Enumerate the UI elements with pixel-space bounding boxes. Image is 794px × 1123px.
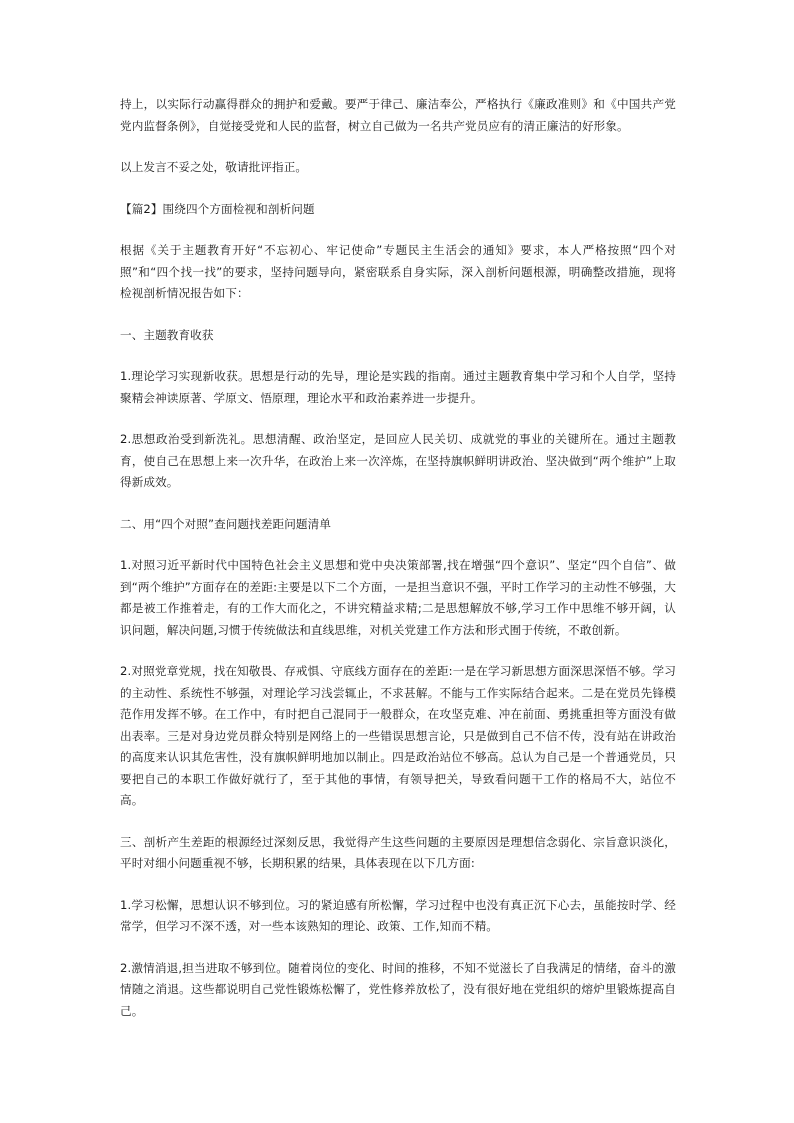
heading-part-two: 二、用“四个对照”查问题找差距问题清单 — [120, 516, 332, 531]
paragraph-item: 2.思想政治受到新洗礼。思想清醒、政治坚定，是回应人民关切、成就党的事业的关键所在。通过主题教育，使自己在思想上来一次升华，在政治上来一次淬炼，在坚持旗帜鲜明讲政治、坚决做到“两个维护”上取得新成效。 — [120, 432, 676, 489]
paragraph-intro: 根据《关于主题教育开好“不忘初心、牢记使命”专题民主生活会的通知》要求，本人严格按照“四个对照”和“四个找一找”的要求，坚持问题导向，紧密联系自身实际，深入剖析问题根源，明确整改措施，现将检视剖析情况报告如下： — [120, 243, 676, 300]
paragraph-item: 1.对照习近平新时代中国特色社会主义思想和党中央决策部署,找在增强“四个意识”、坚定“四个自信”、做到“两个维护”方面存在的差距:主要是以下二个方面，一是担当意识不强，平时工作学习的主动性不够强，大都是被工作推着走，有的工作大而化之，不讲究精益求精;二是思想解放不够,学习工作中思维不够开阔，认识问题，解决问题,习惯于传统做法和直线思维，对机关党建工作方法和形式囿于传统，不敢创新。 — [120, 558, 676, 637]
paragraph-item: 2.对照党章党规，找在知敬畏、存戒惧、守底线方面存在的差距:一是在学习新思想方面深思深悟不够。学习的主动性、系统性不够强，对理论学习浅尝辄止，不求甚解。不能与工作实际结合起来。二是在党员先锋模范作用发挥不够。在工作中，有时把自己混同于一般群众，在攻坚克难、冲在前面、勇挑重担等方面没有做出表率。三是对身边党员群众特别是网络上的一些错误思想言论，只是做到自己不信不传，没有站在讲政治的高度来认识其危害性，没有旗帜鲜明地加以制止。四是政治站位不够高。总认为自己是一个普通党员，只要把自己的本职工作做好就行了，至于其他的事情，有领导把关，导致看问题干工作的格局不大，站位不高。 — [120, 664, 676, 807]
heading-part-three: 三、剖析产生差距的根源经过深刻反思，我觉得产生这些问题的主要原因是理想信念弱化、宗旨意识淡化，平时对细小问题重视不够，长期积累的结果，具体表现在以下几方面: — [120, 834, 676, 870]
heading-part-one: 一、主题教育收获 — [120, 327, 214, 342]
paragraph-item: 1.理论学习实现新收获。思想是行动的先导，理论是实践的指南。通过主题教育集中学习和个人自学，坚持聚精会神读原著、学原文、悟原理，理论水平和政治素养进一步提升。 — [120, 369, 676, 405]
paragraph-closing-remark: 以上发言不妥之处，敬请批评指正。 — [120, 160, 308, 174]
paragraph-closing-pledge: 持上，以实际行动赢得群众的拥护和爱戴。要严于律己、廉洁奉公，严格执行《廉政准则》和《中国共产党党内监督条例》，自觉接受党和人民的监督，树立自己做为一名共产党员应有的清正廉洁的好形象。 — [120, 97, 676, 133]
section-title: 【篇2】围绕四个方面检视和剖析问题 — [120, 201, 315, 216]
paragraph-item: 1.学习松懈，思想认识不够到位。习的紧迫感有所松懈，学习过程中也没有真正沉下心去，虽能按时学、经常学，但学习不深不透，对一些本该熟知的理论、政策、工作,知而不精。 — [120, 897, 676, 933]
document-body — [120, 94, 676, 1042]
paragraph-item: 2.激情消退,担当进取不够到位。随着岗位的变化、时间的推移，不知不觉滋长了自我满足的情绪，奋斗的激情随之消退。这些都说明自己党性锻炼松懈了，党性修养放松了，没有很好地在党组织的熔炉里锻炼提高自己。 — [120, 960, 676, 1018]
